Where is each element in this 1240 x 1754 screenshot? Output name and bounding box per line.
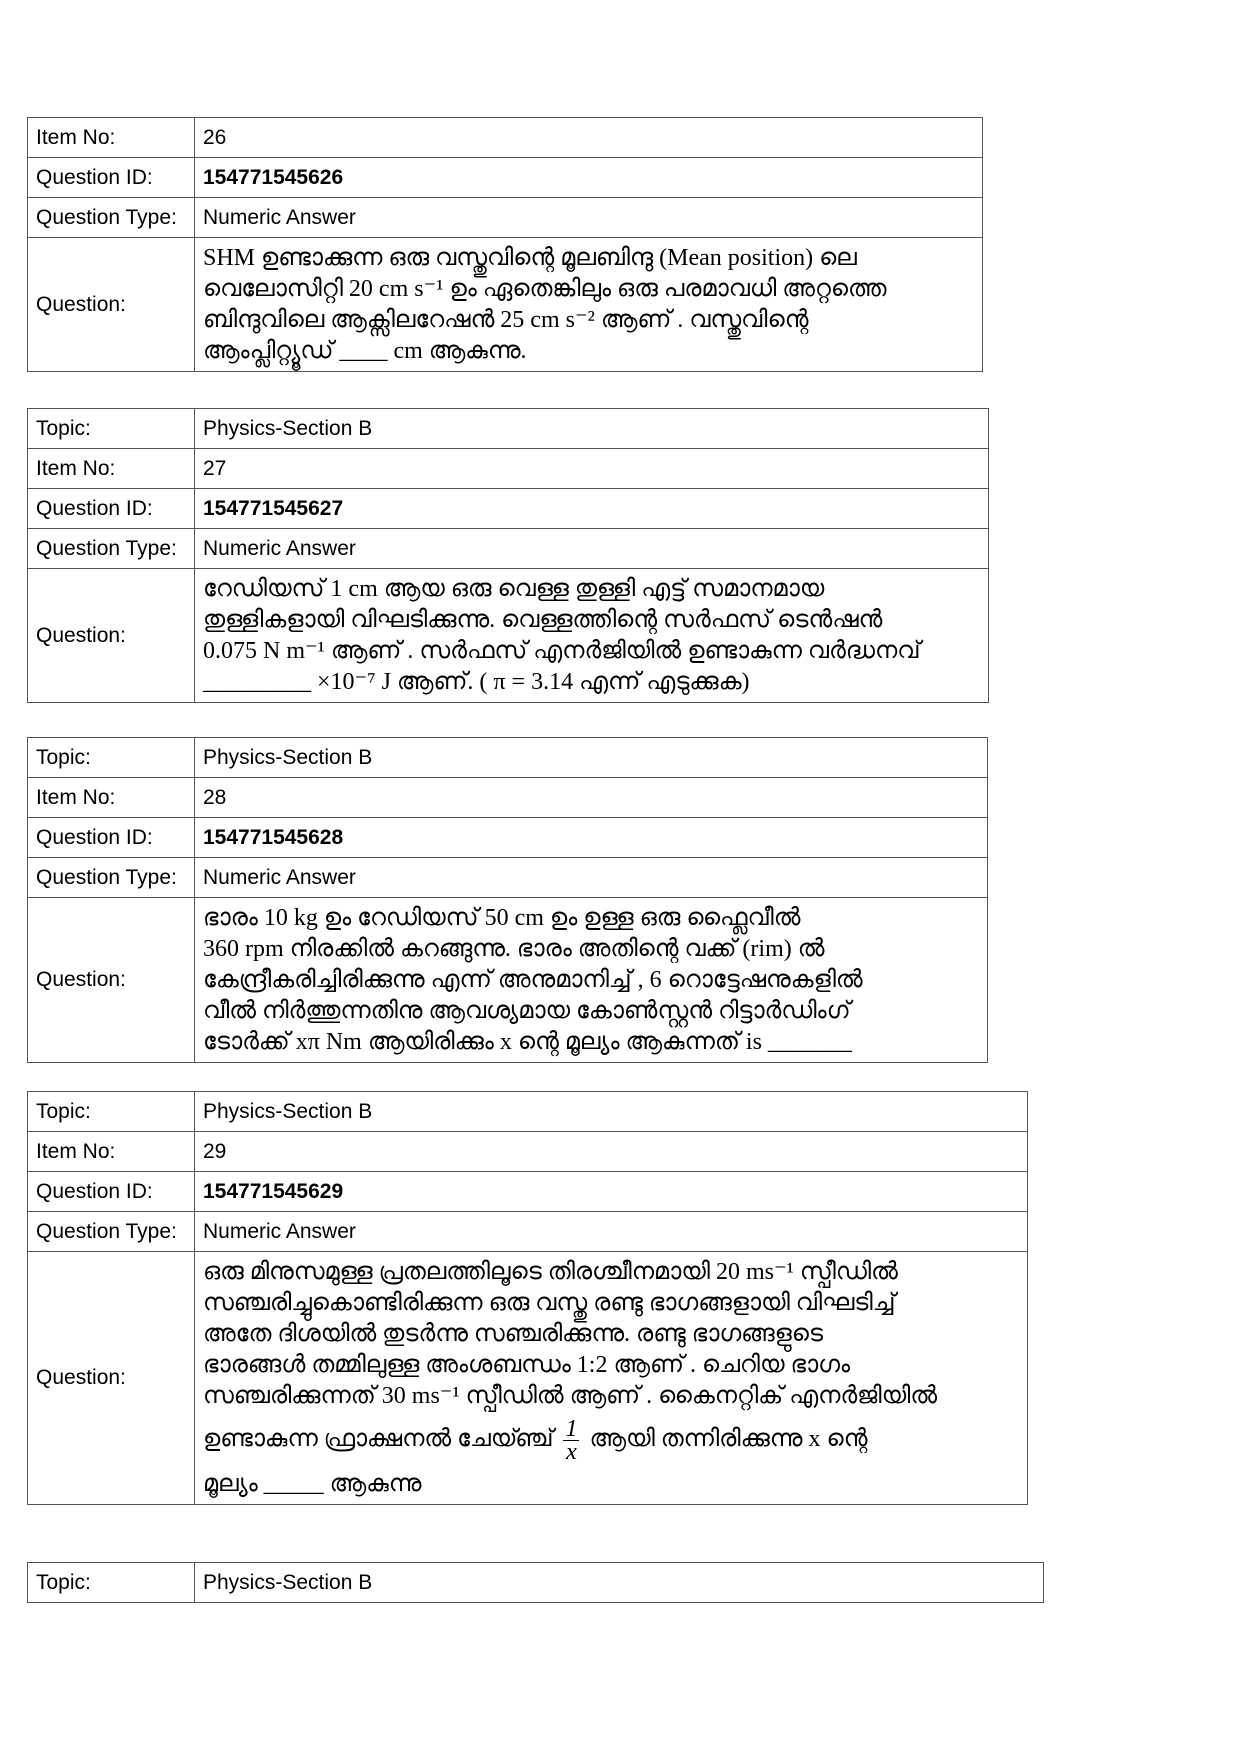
fraction-numerator: 1: [565, 1416, 578, 1442]
item-no-value: 27: [195, 449, 989, 489]
item-no-label: Item No:: [28, 118, 195, 158]
question-fraction-line: [203, 1418, 1019, 1463]
question-label: Question:: [28, 898, 195, 1063]
question-line: SHM ഉണ്ടാക്കുന്ന ഒരു വസ്തുവിന്റെ മൂലബിന്ദു (Mean position) ലെ: [203, 245, 857, 271]
question-id-label: Question ID:: [28, 818, 195, 858]
topic-value: Physics-Section B: [195, 1563, 1044, 1603]
question-label: Question:: [28, 238, 195, 372]
question-line: കേന്ദ്രീകരിച്ചിരിക്കുന്നു എന്ന് അനുമാനിച്ച് , 6 റൊട്ടേഷനുകളിൽ: [203, 967, 863, 993]
question-type-label: Question Type:: [28, 1212, 195, 1252]
topic-label: Topic:: [28, 1092, 195, 1132]
fraction: [563, 1418, 579, 1463]
question-line: ടോർക്ക് xπ Nm ആയിരിക്കും x ന്റെ മൂല്യം ആകുന്നത് is _______: [203, 1029, 852, 1055]
question-type-value: Numeric Answer: [195, 529, 989, 569]
item-no-label: Item No:: [28, 778, 195, 818]
question-type-label: Question Type:: [28, 529, 195, 569]
topic-label: Topic:: [28, 738, 195, 778]
topic-row: [28, 1563, 1044, 1603]
question-label: Question:: [28, 1252, 195, 1505]
question-row: [28, 569, 989, 703]
question-id-label: Question ID:: [28, 1172, 195, 1212]
topic-label: Topic:: [28, 1563, 195, 1603]
question-type-value: Numeric Answer: [195, 858, 988, 898]
question-id-value: 154771545629: [195, 1172, 1028, 1212]
item-no-row: [28, 1132, 1028, 1172]
question-text: [195, 238, 983, 372]
question-row: [28, 1252, 1028, 1505]
question-id-label: Question ID:: [28, 489, 195, 529]
fraction-denominator: x: [566, 1439, 577, 1465]
question-id-row: [28, 818, 988, 858]
question-line: സഞ്ചരിച്ചുകൊണ്ടിരിക്കുന്ന ഒരു വസ്തു രണ്ടു ഭാഗങ്ങളായി വിഘടിച്ച്: [203, 1290, 896, 1316]
item-no-row: [28, 449, 989, 489]
question-line: ഭാരങ്ങൾ തമ്മിലുള്ള അംശബന്ധം 1:2 ആണ് . ചെറിയ ഭാഗം: [203, 1352, 851, 1378]
topic-value: Physics-Section B: [195, 738, 988, 778]
question-text: [195, 1252, 1028, 1505]
topic-label: Topic:: [28, 409, 195, 449]
topic-row: [28, 738, 988, 778]
item-no-row: [28, 118, 983, 158]
topic-value: Physics-Section B: [195, 409, 989, 449]
item-no-value: 29: [195, 1132, 1028, 1172]
question-id-value: 154771545626: [195, 158, 983, 198]
question-line: 0.075 N m⁻¹ ആണ് . സർഫസ് എനർജിയിൽ ഉണ്ടാകുന്ന വർദ്ധനവ്: [203, 638, 921, 664]
question-id-value: 154771545627: [195, 489, 989, 529]
question-line: സഞ്ചരിക്കുന്നത് 30 ms⁻¹ സ്പീഡിൽ ആണ് . കൈനറ്റിക് എനർജിയിൽ: [203, 1383, 938, 1409]
question-block-27: [27, 408, 989, 703]
question-type-value: Numeric Answer: [195, 1212, 1028, 1252]
fraction-line-after: ആയി തന്നിരിക്കുന്നു x ന്റെ: [589, 1426, 868, 1453]
question-line: _________ ×10⁻⁷ J ആണ്. ( π = 3.14 എന്ന് എടുക്കുക): [203, 669, 750, 695]
question-type-row: [28, 529, 989, 569]
question-type-row: [28, 858, 988, 898]
question-line: അതേ ദിശയിൽ തുടർന്നു സഞ്ചരിക്കുന്നു. രണ്ടു ഭാഗങ്ങളുടെ: [203, 1321, 824, 1347]
question-block-partial: [27, 1562, 1044, 1603]
question-type-row: [28, 1212, 1028, 1252]
question-id-row: [28, 489, 989, 529]
question-id-label: Question ID:: [28, 158, 195, 198]
question-type-label: Question Type:: [28, 858, 195, 898]
question-id-row: [28, 1172, 1028, 1212]
item-no-label: Item No:: [28, 1132, 195, 1172]
question-line: റേഡിയസ് 1 cm ആയ ഒരു വെള്ള തുള്ളി എട്ട് സമാനമായ: [203, 576, 825, 602]
question-type-row: [28, 198, 983, 238]
question-row: [28, 898, 988, 1063]
question-row: [28, 238, 983, 372]
topic-row: [28, 1092, 1028, 1132]
question-line: 360 rpm നിരക്കിൽ കറങ്ങുന്നു. ഭാരം അതിന്റെ വക്ക് (rim) ൽ: [203, 936, 825, 962]
question-line: തുള്ളികളായി വിഘടിക്കുന്നു. വെള്ളത്തിന്റെ സർഫസ് ടെൻഷൻ: [203, 607, 883, 633]
item-no-row: [28, 778, 988, 818]
question-line: മൂല്യം _____ ആകുന്നു: [203, 1471, 422, 1497]
question-block-29: [27, 1091, 1028, 1505]
question-line: വീൽ നിർത്തുന്നതിനു ആവശ്യമായ കോൺസ്റ്റൻ റിട്ടാർഡിംഗ്: [203, 998, 851, 1024]
question-line: ഒരു മിനുസമുള്ള പ്രതലത്തിലൂടെ തിരശ്ചീനമായി 20 ms⁻¹ സ്പീഡിൽ: [203, 1259, 898, 1285]
question-label: Question:: [28, 569, 195, 703]
topic-value: Physics-Section B: [195, 1092, 1028, 1132]
question-line: ഭാരം 10 kg ഉം റേഡിയസ് 50 cm ഉം ഉള്ള ഒരു ഫ്ലൈവീൽ: [203, 905, 801, 931]
question-block-26: [27, 117, 983, 372]
question-id-row: [28, 158, 983, 198]
question-line: വെലോസിറ്റി 20 cm s⁻¹ ഉം ഏതെങ്കിലും ഒരു പരമാവധി അറ്റത്തെ: [203, 276, 887, 302]
question-text: [195, 898, 988, 1063]
topic-row: [28, 409, 989, 449]
question-line: ആംപ്ലിറ്റ്യൂഡ് ____ cm ആകുന്നു.: [203, 338, 527, 364]
question-id-value: 154771545628: [195, 818, 988, 858]
fraction-line-before: ഉണ്ടാകുന്ന ഫ്രാക്ഷനൽ ചേയ്ഞ്ച്: [203, 1426, 554, 1453]
question-block-28: [27, 737, 988, 1063]
item-no-value: 26: [195, 118, 983, 158]
question-type-label: Question Type:: [28, 198, 195, 238]
question-type-value: Numeric Answer: [195, 198, 983, 238]
item-no-label: Item No:: [28, 449, 195, 489]
item-no-value: 28: [195, 778, 988, 818]
question-line: ബിന്ദുവിലെ ആക്സിലറേഷൻ 25 cm s⁻² ആണ് . വസ്തുവിന്റെ: [203, 307, 809, 333]
question-text: [195, 569, 989, 703]
